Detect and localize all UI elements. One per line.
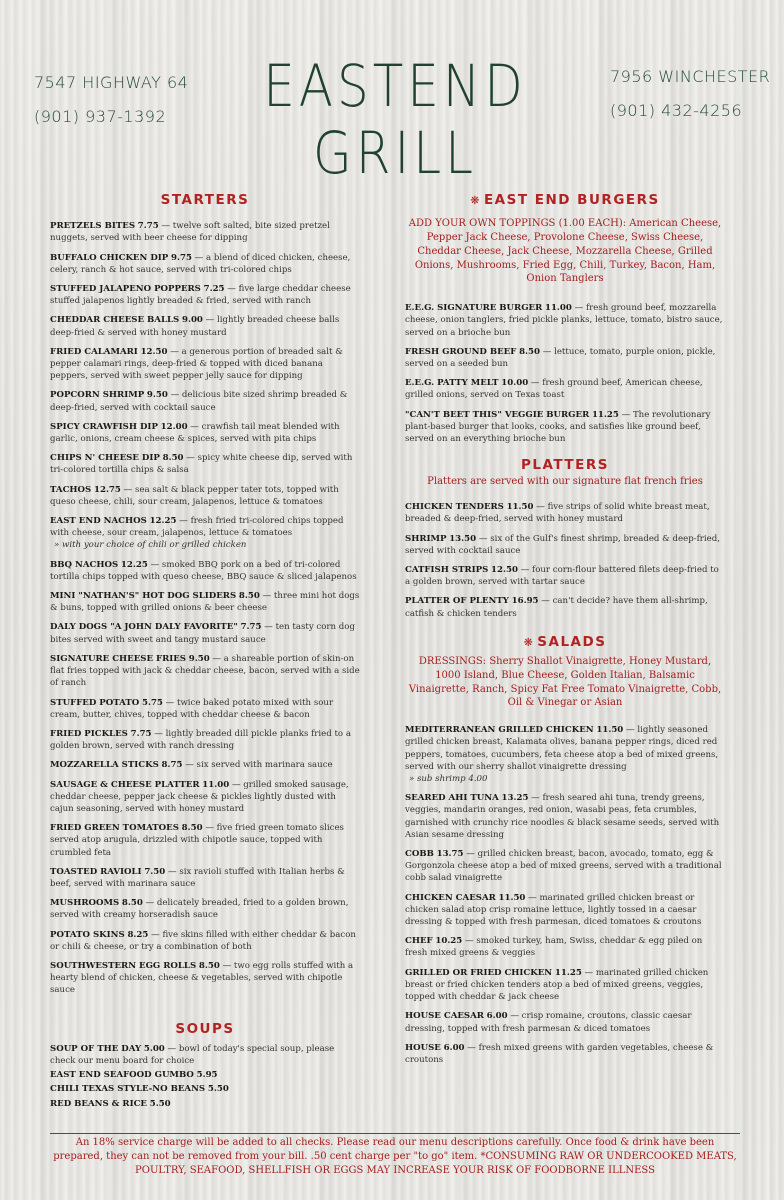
menu-item: CATFISH STRIPS 12.50 — four corn-flour battered filets deep-fried to a golden brown, served with tartar sauce (405, 565, 719, 588)
menu-item-name: SEARED AHI TUNA (405, 793, 499, 804)
menu-item-price: 12.25 (149, 516, 177, 527)
menu-item-price: 11.00 (544, 303, 572, 314)
starters-list (50, 220, 360, 996)
menu-item: SOUTHWESTERN EGG ROLLS 8.50 — two egg rolls stuffed with a hearty blend of chicken, cheese & vegetables, served with chipotle sauce (50, 960, 354, 996)
right-address: 7956 WINCHESTER (610, 67, 771, 86)
menu-item-price: 9.00 (181, 315, 203, 326)
menu-item: STUFFED JALAPENO POPPERS 7.25 — five large cheddar cheese stuffed jalapenos lightly breaded & fried, served with ranch (50, 284, 351, 307)
menu-item-description: marinated grilled chicken breast or chicken salad atop crisp romaine lettuce, lightly tossed in a caesar dressing & topped with fresh parmesan, diced tomatoes & croutons (405, 892, 702, 928)
menu-item-description: a generous portion of breaded salt & pepper calamari rings, deep-fried & topped with diced banana peppers, served with sweet pepper jelly sauce for dipping (50, 346, 343, 382)
menu-item-description: smoked BBQ pork on a bed of tri-colored tortilla chips topped with queso cheese, BBQ sauce & sliced jalapenos (50, 559, 357, 582)
menu-item-price: 7.50 (144, 866, 166, 877)
menu-item-description: six of the Gulf's finest shrimp, breaded & deep-fried, served with cocktail sauce (405, 533, 720, 556)
menu-item-description: fresh ground beef, mozzarella cheese, onion tanglers, fried pickle planks, lettuce, tomato, bistro sauce, served on a brioche bun (405, 303, 723, 338)
menu-item-price: 8.50 (238, 591, 260, 602)
menu-item: MEDITERRANEAN GRILLED CHICKEN 11.50 — lightly seasoned grilled chicken breast, Kalamata olives, banana pepper rings, diced red peppers, tomatoes, cucumbers, feta cheese atop a bed of mixed greens, served with our sherry shallot vinaigrette dressing » sub shrimp 4.00 (405, 724, 725, 785)
menu-item: SAUSAGE & CHEESE PLATTER 11.00 — grilled smoked sausage, cheddar cheese, pepper jack cheese & pickles lightly dusted with cajun seasoning, served with honey mustard (50, 779, 349, 814)
menu-item-description: twelve soft salted, bite sized pretzel nuggets, served with beer cheese for dipping (50, 221, 330, 244)
menu-item-description: three mini hot dogs & buns, topped with grilled onions & beer cheese (50, 591, 360, 614)
menu-item-price: 6.00 (486, 1011, 508, 1022)
menu-item: CHIPS N' CHEESE DIP 8.50 — spicy white cheese dip, served with tri-colored tortilla chips & salsa (50, 453, 353, 476)
menu-item-description: sea salt & black pepper tater tots, topped with queso cheese, chili, sour cream, jalapenos, lettuce & tomatoes (50, 484, 339, 507)
menu-item-description: fresh seared ahi tuna, trendy greens, veggies, mandarin oranges, red onion, wasabi peas, feta crumbles, garnished with crunchy rice noodles & black sesame seeds, served with Asian sesame dressing (405, 793, 720, 840)
menu-item-price: 12.50 (140, 346, 168, 357)
menu-item-name: MINI "NATHAN'S" HOT DOG SLIDERS (50, 591, 237, 602)
menu-item: STUFFED POTATO 5.75 — twice baked potato mixed with sour cream, butter, chives, topped with cheddar cheese & bacon (50, 697, 334, 720)
menu-item: BBQ NACHOS 12.25 — smoked BBQ pork on a bed of tri-colored tortilla chips topped with queso cheese, BBQ sauce & sliced jalapenos (50, 559, 357, 582)
menu-item-name: PRETZELS BITES (50, 221, 136, 232)
menu-item-description: lightly breaded cheese balls deep-fried & served with honey mustard (50, 315, 340, 338)
menu-item: POTATO SKINS 8.25 — five skins filled with either cheddar & bacon or chili & cheese, or try a combination of both (50, 929, 356, 952)
menu-item-name: MOZZARELLA STICKS (50, 760, 159, 771)
menu-item-description: marinated grilled chicken breast or fried chicken tenders atop a bed of mixed greens, veggies, topped with cheddar & jack cheese (405, 967, 709, 1003)
menu-item-price: 6.00 (443, 1042, 465, 1053)
menu-item-price: 7.75 (130, 728, 152, 739)
menu-item-name: PLATTER OF PLENTY (405, 596, 509, 607)
menu-item-description: The revolutionary plant-based burger that looks, cooks, and satisfies like ground beef, served on an everything brioche bun (405, 409, 711, 445)
burgers-list (405, 302, 725, 445)
menu-item-description: six ravioli stuffed with Italian herbs & beef, served with marinara sauce (50, 866, 345, 889)
menu-item-price: 8.50 (121, 898, 143, 909)
menu-item: FRIED GREEN TOMATOES 8.50 — five fried green tomato slices served atop arugula, drizzled with chipotle sauce, topped with crumbled feta (50, 823, 344, 858)
burgers-toppings-note: ADD YOUR OWN TOPPINGS (1.00 EACH): American Cheese, Pepper Jack Cheese, Provolone Cheese, Swiss Cheese, Cheddar Cheese, Jack Cheese, Mozzarella Cheese, Grilled Onions, Mushrooms, Fried Egg, Chili, Turkey, Bacon, Ham, Onion Tanglers (408, 218, 722, 285)
menu-item-name: CHIPS N' CHEESE DIP (50, 453, 160, 464)
star-burst-icon: ❋ (470, 194, 481, 207)
menu-item-price: 8.50 (198, 960, 220, 971)
menu-item-price: 11.50 (498, 892, 526, 903)
menu-item: MINI "NATHAN'S" HOT DOG SLIDERS 8.50 — three mini hot dogs & buns, topped with grilled onions & beer cheese (50, 591, 360, 614)
menu-item-description: a shareable portion of skin-on flat fries topped with jack & cheddar cheese, bacon, served with a side of ranch (50, 653, 360, 689)
starters-title: STARTERS (160, 192, 250, 208)
menu-item-price: 8.50 (162, 453, 184, 464)
menu-item-option: » sub shrimp 4.00 (409, 774, 488, 785)
menu-item: "CAN'T BEET THIS" VEGGIE BURGER 11.25 — The revolutionary plant-based burger that looks, cooks, and satisfies like ground beef, served on an everything brioche bun (405, 409, 711, 445)
menu-item-description: four corn-flour battered filets deep-fried to a golden brown, served with tartar sauce (405, 565, 719, 588)
menu-item: E.E.G. SIGNATURE BURGER 11.00 — fresh ground beef, mozzarella cheese, onion tanglers, fried pickle planks, lettuce, tomato, bistro sauce, served on a brioche bun (405, 303, 723, 338)
menu-item-price: 13.50 (449, 533, 477, 544)
menu-item-name: CATFISH STRIPS (405, 565, 489, 576)
menu-item-name: TACHOS (50, 484, 92, 495)
right-location (610, 60, 770, 128)
menu-item: E.E.G. PATTY MELT 10.00 — fresh ground beef, American cheese, grilled onions, served on Texas toast (405, 378, 703, 401)
burgers-title (405, 194, 725, 207)
menu-item-name: "CAN'T BEET THIS" VEGGIE BURGER (405, 409, 590, 420)
menu-item-option: » with your choice of chili or grilled chicken (54, 540, 247, 551)
left-phone: (901) 937-1392 (34, 107, 167, 126)
salads-list (405, 724, 725, 1066)
menu-item (50, 1069, 360, 1081)
menu-item-price: 10.00 (501, 378, 529, 389)
menu-item (50, 1098, 360, 1110)
menu-item-name: BBQ NACHOS (50, 559, 119, 570)
menu-item-price: 10.25 (435, 936, 463, 947)
menu-item: SOUP OF THE DAY 5.00 — bowl of today's special soup, please check our menu board for choice (50, 1043, 335, 1066)
menu-item-description: delicately breaded, fried to a golden brown, served with creamy horseradish sauce (50, 898, 349, 921)
menu-item-name: STUFFED JALAPENO POPPERS (50, 284, 201, 295)
menu-item: CHEF 10.25 — smoked turkey, ham, Swiss, cheddar & egg piled on fresh mixed greens & veggies (405, 936, 703, 959)
menu-item-description: grilled chicken breast, bacon, avocado, tomato, egg & Gorgonzola cheese atop a bed of mixed greens, served with a traditional cobb salad vinaigrette (405, 849, 722, 884)
footer-disclaimer: An 18% service charge will be added to all checks. Please read our menu descriptions carefully. Once food & drink have been prepared, they can not be removed from your bill. .50 cent charge per "to go" item. *CONSUMING RAW OR UNDERCOOKED MEATS, POULTRY, SEAFOOD, SHELLFISH OR EGGS MAY INCREASE YOUR RISK OF FOODBORNE ILLNESS (50, 1133, 740, 1179)
platters-note: Platters are served with our signature flat french fries (427, 476, 703, 488)
menu-item-name: RED BEANS & RICE (50, 1098, 147, 1109)
menu-item: SIGNATURE CHEESE FRIES 9.50 — a shareable portion of skin-on flat fries topped with jack & cheddar cheese, bacon, served with a side of ranch (50, 653, 360, 689)
menu-item: PRETZELS BITES 7.75 — twelve soft salted, bite sized pretzel nuggets, served with beer cheese for dipping (50, 221, 330, 244)
menu-item-description: lightly seasoned grilled chicken breast, Kalamata olives, banana pepper rings, diced red peppers, tomatoes, cucumbers, feta cheese atop a bed of mixed greens, served with our sherry shallot vinaigrette dressing (405, 725, 719, 772)
menu-item-price: 5.75 (141, 697, 163, 708)
left-location (34, 66, 188, 134)
menu-item-name: EAST END SEAFOOD GUMBO (50, 1070, 194, 1081)
menu-item-name: POTATO SKINS (50, 929, 125, 940)
menu-item-name: COBB (405, 849, 434, 860)
menu-item: HOUSE CAESAR 6.00 — crisp romaine, croutons, classic caesar dressing, topped with fresh parmesan & diced tomatoes (405, 1011, 692, 1034)
menu-item: TOASTED RAVIOLI 7.50 — six ravioli stuffed with Italian herbs & beef, served with marinara sauce (50, 866, 345, 889)
menu-item-name: E.E.G. PATTY MELT (405, 378, 499, 389)
menu-item-price: 7.25 (203, 284, 225, 295)
menu-item-description: five strips of solid white breast meat, breaded & deep-fried, served with honey mustard (405, 502, 710, 525)
menu-item: PLATTER OF PLENTY 16.95 — can't decide? have them all-shrimp, catfish & chicken tenders (405, 596, 708, 619)
platters-title: PLATTERS (521, 457, 609, 474)
menu-item-name: CHICKEN TENDERS (405, 502, 504, 513)
menu-item-price: 8.75 (161, 760, 183, 771)
menu-item-price: 13.25 (501, 793, 529, 804)
menu-item-description: five skins filled with either cheddar & bacon or chili & cheese, or try a combination of both (50, 929, 356, 952)
menu-item-description: bowl of today's special soup, please check our menu board for choice (50, 1043, 335, 1066)
menu-item: MUSHROOMS 8.50 — delicately breaded, fried to a golden brown, served with creamy horseradish sauce (50, 898, 349, 921)
menu-item-name: DALY DOGS "A JOHN DALY FAVORITE" (50, 622, 238, 633)
menu-item-description: delicious bite sized shrimp breaded & deep-fried, served with cocktail sauce (50, 390, 348, 413)
menu-item-name: E.E.G. SIGNATURE BURGER (405, 303, 543, 314)
menu-item-price: 12.50 (491, 565, 518, 576)
menu-item-name: FRESH GROUND BEEF (405, 346, 517, 357)
menu-item-price: 5.95 (196, 1070, 218, 1081)
menu-item-description: crawfish tail meat blended with garlic, onions, cream cheese & spices, served with pita chips (50, 421, 340, 445)
right-phone: (901) 432-4256 (610, 101, 743, 120)
menu-item-price: 8.50 (181, 823, 203, 834)
platters-list (405, 501, 725, 620)
menu-item-price: 12.25 (120, 559, 148, 570)
menu-item: FRESH GROUND BEEF 8.50 — lettuce, tomato, purple onion, pickle, served on a seeded bun (405, 346, 716, 369)
menu-item-price: 5.50 (207, 1084, 229, 1095)
menu-item: FRIED CALAMARI 12.50 — a generous portion of breaded salt & pepper calamari rings, deep-fried & topped with diced banana peppers, served with sweet pepper jelly sauce for dipping (50, 346, 343, 382)
menu-item-name: CHICKEN CAESAR (405, 892, 496, 903)
menu-item-name: FRIED PICKLES (50, 728, 128, 739)
menu-item-price: 9.50 (146, 390, 168, 401)
menu-item-price: 11.50 (506, 502, 534, 513)
menu-item-price: 11.50 (596, 725, 624, 736)
menu-item: CHEDDAR CHEESE BALLS 9.00 — lightly breaded cheese balls deep-fried & served with honey mustard (50, 315, 340, 338)
menu-item-name: SIGNATURE CHEESE FRIES (50, 653, 187, 664)
menu-item-price: 7.75 (137, 221, 159, 232)
menu-item-name: POPCORN SHRIMP (50, 390, 145, 401)
menu-item-name: GRILLED OR FRIED CHICKEN (405, 967, 553, 978)
menu-item: FRIED PICKLES 7.75 — lightly breaded dill pickle planks fried to a golden brown, served with ranch dressing (50, 728, 351, 752)
menu-item-description: spicy white cheese dip, served with tri-colored tortilla chips & salsa (50, 453, 353, 476)
menu-item-name: SOUTHWESTERN EGG ROLLS (50, 960, 197, 971)
menu-item-price: 12.75 (93, 484, 121, 495)
menu-item-price: 11.25 (591, 409, 619, 420)
menu-item-price: 5.50 (149, 1098, 171, 1109)
menu-item-name: SPICY CRAWFISH DIP (50, 421, 158, 432)
left-address: 7547 HIGHWAY 64 (34, 73, 189, 92)
salads-title-text: SALADS (537, 633, 607, 650)
menu-item: POPCORN SHRIMP 9.50 — delicious bite sized shrimp breaded & deep-fried, served with cocktail sauce (50, 390, 348, 413)
menu-item-name: EAST END NACHOS (50, 516, 147, 527)
menu-item-name: FRIED CALAMARI (50, 346, 138, 357)
menu-item-description: five large cheddar cheese stuffed jalapenos lightly breaded & fried, served with ranch (50, 284, 351, 307)
menu-item: TACHOS 12.75 — sea salt & black pepper tater tots, topped with queso cheese, chili, sour cream, jalapenos, lettuce & tomatoes (50, 484, 339, 507)
menu-item: BUFFALO CHICKEN DIP 9.75 — a blend of diced chicken, cheese, celery, ranch & hot sauce, served with tri-colored chips (50, 252, 351, 275)
menu-item-price: 13.75 (436, 849, 464, 860)
menu-item-price: 5.00 (143, 1043, 165, 1054)
menu-item-description: can't decide? have them all-shrimp, catfish & chicken tenders (405, 596, 708, 619)
menu-item-price: 9.50 (188, 653, 210, 664)
soups-title: SOUPS (175, 1020, 235, 1037)
menu-item-name: SHRIMP (405, 533, 447, 544)
menu-item-price: 9.75 (171, 252, 192, 263)
star-burst-icon: ❋ (523, 635, 535, 649)
menu-item-name: MUSHROOMS (50, 898, 120, 909)
menu-item-name: BUFFALO CHICKEN DIP (50, 252, 169, 263)
menu-item-description: grilled smoked sausage, cheddar cheese, pepper jack cheese & pickles lightly dusted with cajun seasoning, served with honey mustard (50, 779, 349, 814)
menu-item: SHRIMP 13.50 — six of the Gulf's finest shrimp, breaded & deep-fried, served with cocktail sauce (405, 533, 720, 556)
menu-item-description: twice baked potato mixed with sour cream, butter, chives, topped with cheddar cheese & bacon (50, 697, 334, 720)
salads-title (405, 633, 725, 650)
menu-item-price: 12.00 (160, 421, 188, 432)
menu-item-description: fresh ground beef, American cheese, grilled onions, served on Texas toast (405, 378, 703, 401)
menu-item-description: fresh fried tri-colored chips topped with cheese, sour cream, jalapenos, lettuce & tomatoes (50, 516, 344, 539)
menu-item-name: HOUSE (405, 1042, 441, 1053)
menu-item-description: six served with marinara sauce (196, 760, 333, 771)
menu-item-name: HOUSE CAESAR (405, 1011, 484, 1022)
menu-item-description: crisp romaine, croutons, classic caesar dressing, topped with fresh parmesan & diced tomatoes (405, 1011, 692, 1034)
menu-item: SEARED AHI TUNA 13.25 — fresh seared ahi tuna, trendy greens, veggies, mandarin oranges, red onion, wasabi peas, feta crumbles, garnished with crunchy rice noodles & black sesame seeds, served with Asian sesame dressing (405, 793, 720, 840)
menu-item (50, 1083, 360, 1095)
menu-item-description: lightly breaded dill pickle planks fried to a golden brown, served with ranch dressing (50, 728, 351, 752)
menu-item-price: 11.00 (202, 779, 230, 790)
menu-item-name: CHILI TEXAS STYLE-NO BEANS (50, 1084, 206, 1095)
restaurant-logo: EASTEND GRILL (263, 53, 527, 187)
menu-item-description: lettuce, tomato, purple onion, pickle, served on a seeded bun (405, 346, 716, 369)
menu-item-name: FRIED GREEN TOMATOES (50, 823, 179, 834)
menu-item-price: 11.25 (554, 967, 582, 978)
menu-item-description: ten tasty corn dog bites served with sweet and tangy mustard sauce (50, 622, 355, 645)
soups-list (50, 1043, 360, 1110)
menu-item-name: SOUP OF THE DAY (50, 1043, 142, 1054)
menu-item-description: a blend of diced chicken, cheese, celery, ranch & hot sauce, served with tri-colored chips (50, 252, 351, 275)
menu-item: HOUSE 6.00 — fresh mixed greens with garden vegetables, cheese & croutons (405, 1042, 714, 1065)
menu-item-name: STUFFED POTATO (50, 697, 140, 708)
menu-item-name: CHEF (405, 936, 433, 947)
menu-item: SPICY CRAWFISH DIP 12.00 — crawfish tail meat blended with garlic, onions, cream cheese & spices, served with pita chips (50, 421, 340, 445)
menu-item-description: two egg rolls stuffed with a hearty blend of chicken, cheese & vegetables, served with chipotle sauce (50, 960, 354, 996)
menu-item-name: TOASTED RAVIOLI (50, 866, 142, 877)
burgers-title-text: EAST END BURGERS (483, 192, 660, 208)
menu-item-price: 8.50 (519, 346, 541, 357)
menu-item: GRILLED OR FRIED CHICKEN 11.25 — marinated grilled chicken breast or fried chicken tenders atop a bed of mixed greens, veggies, topped with cheddar & jack cheese (405, 967, 709, 1003)
menu-item-description: five fried green tomato slices served atop arugula, drizzled with chipotle sauce, topped with crumbled feta (50, 823, 344, 858)
menu-item-description: smoked turkey, ham, Swiss, cheddar & egg piled on fresh mixed greens & veggies (405, 936, 703, 959)
menu-item-description: fresh mixed greens with garden vegetables, cheese & croutons (405, 1042, 714, 1065)
right-column (405, 194, 725, 1073)
menu-item: CHICKEN CAESAR 11.50 — marinated grilled chicken breast or chicken salad atop crisp romaine lettuce, lightly tossed in a caesar dressing & topped with fresh parmesan, diced tomatoes & croutons (405, 892, 702, 928)
menu-item: DALY DOGS "A JOHN DALY FAVORITE" 7.75 — ten tasty corn dog bites served with sweet and tangy mustard sauce (50, 622, 355, 645)
left-column (50, 194, 360, 1112)
menu-item-price: 8.25 (127, 929, 149, 940)
menu-item: CHICKEN TENDERS 11.50 — five strips of solid white breast meat, breaded & deep-fried, served with honey mustard (405, 502, 710, 525)
menu-item-price: 7.75 (240, 622, 262, 633)
menu-item-price: 16.95 (511, 596, 539, 607)
menu-item-name: CHEDDAR CHEESE BALLS (50, 315, 180, 326)
salads-dressings-note: DRESSINGS: Sherry Shallot Vinaigrette, Honey Mustard, 1000 Island, Blue Cheese, Golden Italian, Balsamic Vinaigrette, Ranch, Spicy Fat Free Tomato Vinaigrette, Cobb, Oil & Vinegar or Asian (408, 656, 722, 709)
menu-item: COBB 13.75 — grilled chicken breast, bacon, avocado, tomato, egg & Gorgonzola cheese atop a bed of mixed greens, served with a traditional cobb salad vinaigrette (405, 849, 722, 884)
menu-item-name: SAUSAGE & CHEESE PLATTER (50, 779, 200, 790)
menu-item: EAST END NACHOS 12.25 — fresh fried tri-colored chips topped with cheese, sour cream, jalapenos, lettuce & tomatoes » with your choice of chili or grilled chicken (50, 515, 360, 552)
menu-item: MOZZARELLA STICKS 8.75 — six served with marinara sauce (50, 760, 333, 771)
menu-item-name: MEDITERRANEAN GRILLED CHICKEN (405, 725, 594, 736)
